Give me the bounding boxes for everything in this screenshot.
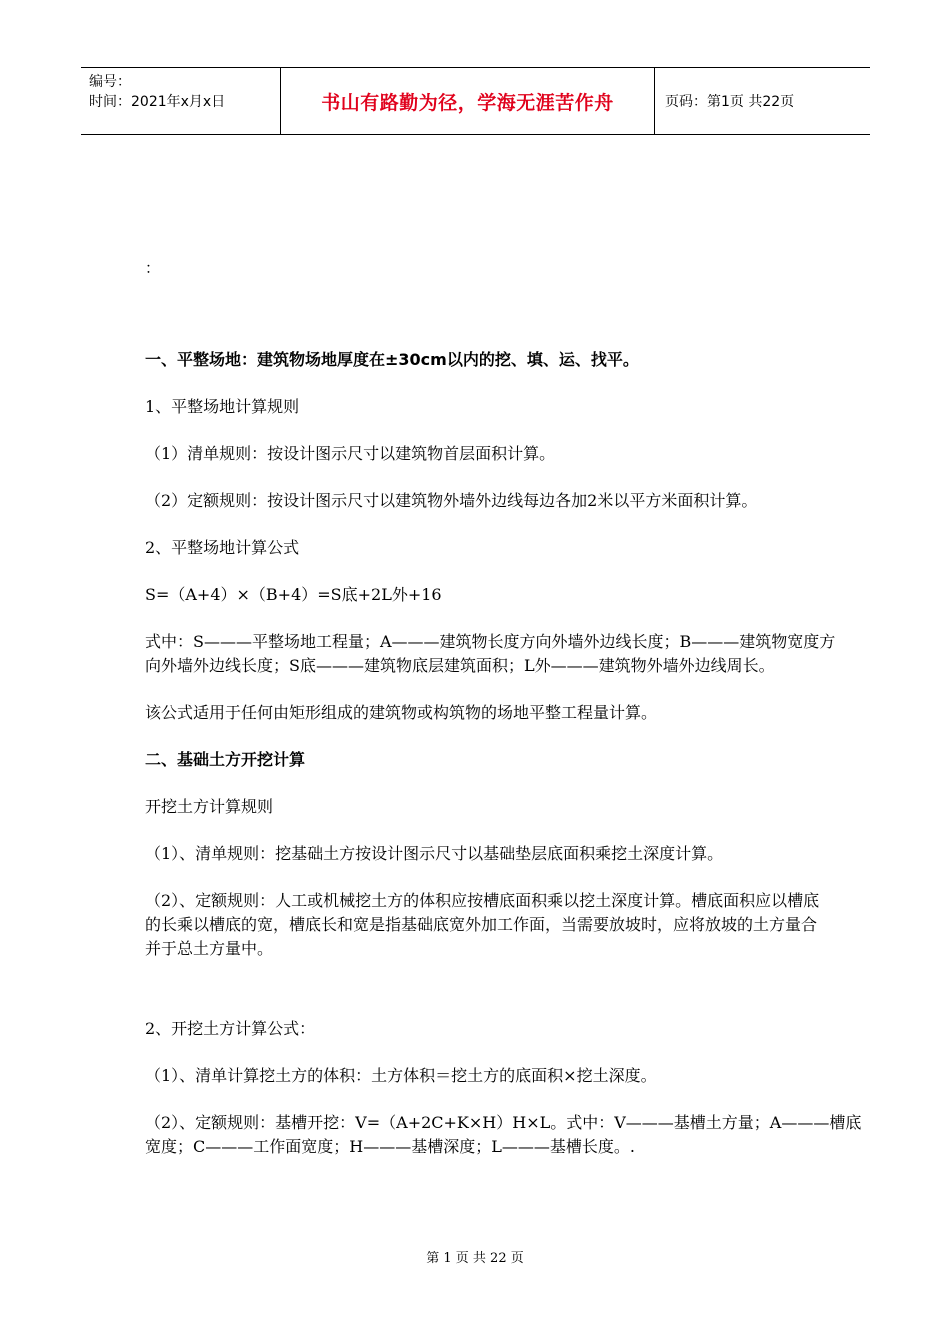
header-motto-cell [281, 68, 655, 134]
section2-heading: 二、基础土方开挖计算 [145, 750, 306, 769]
section1-rule2: （2）定额规则：按设计图示尺寸以建筑物外墙外边线每边各加2米以平方米面积计算。 [145, 491, 758, 510]
section2-formula-title: 2、开挖土方计算公式： [145, 1019, 316, 1038]
section2-rule1: （1）、清单规则：挖基础土方按设计图示尺寸以基础垫层底面积乘挖土深度计算。 [145, 844, 724, 863]
section1-formula-title: 2、平整场地计算公式 [145, 538, 300, 557]
code-label: 编号： [89, 74, 131, 90]
section1-formula-desc-line2: 向外墙外边线长度；S底———建筑物底层建筑面积；L外———建筑物外墙外边线周长。 [145, 656, 775, 675]
section1-formula-desc-line1: 式中：S———平整场地工程量；A———建筑物长度方向外墙外边线长度；B———建筑物宽度方 [145, 632, 836, 651]
time-label: 时间：2021年x月x日 [89, 94, 226, 110]
section1-rules-title: 1、平整场地计算规则 [145, 397, 300, 416]
section2-rule2-line3: 并于总土方量中。 [145, 939, 274, 958]
stray-colon: ： [145, 259, 161, 277]
page-info: 页码：第1页 共22页 [665, 94, 795, 110]
header-meta-cell [81, 68, 281, 134]
footer-page-number: 第 1 页 共 22 页 [426, 1251, 524, 1266]
header-page-cell [655, 68, 870, 134]
section1-formula: S=（A+4）×（B+4）=S底+2L外+16 [145, 585, 442, 604]
section2-formula2-line2: 宽度；C———工作面宽度；H———基槽深度；L———基槽长度。. [145, 1137, 635, 1156]
motto-text: 书山有路勤为径，学海无涯苦作舟 [321, 91, 614, 114]
section2-rule2-line1: （2）、定额规则：人工或机械挖土方的体积应按槽底面积乘以挖土深度计算。槽底面积应以槽底 [145, 891, 820, 910]
section2-rule2-line2: 的长乘以槽底的宽，槽底长和宽是指基础底宽外加工作面，当需要放坡时，应将放坡的土方量合 [145, 915, 818, 934]
section2-formula1: （1）、清单计算挖土方的体积：土方体积＝挖土方的底面积×挖土深度。 [145, 1066, 657, 1085]
document-header [81, 67, 870, 135]
page-footer [0, 1247, 950, 1266]
section1-heading: 一、平整场地：建筑物场地厚度在±30cm以内的挖、填、运、找平。 [145, 350, 639, 369]
document-body [145, 348, 950, 1159]
section2-formula2-line1: （2）、定额规则：基槽开挖：V=（A+2C+K×H）H×L。式中：V———基槽土方量；A———槽底 [145, 1113, 862, 1132]
section1-note: 该公式适用于任何由矩形组成的建筑物或构筑物的场地平整工程量计算。 [145, 703, 658, 722]
section1-rule1: （1）清单规则：按设计图示尺寸以建筑物首层面积计算。 [145, 444, 556, 463]
section2-rules-title: 开挖土方计算规则 [145, 797, 274, 816]
